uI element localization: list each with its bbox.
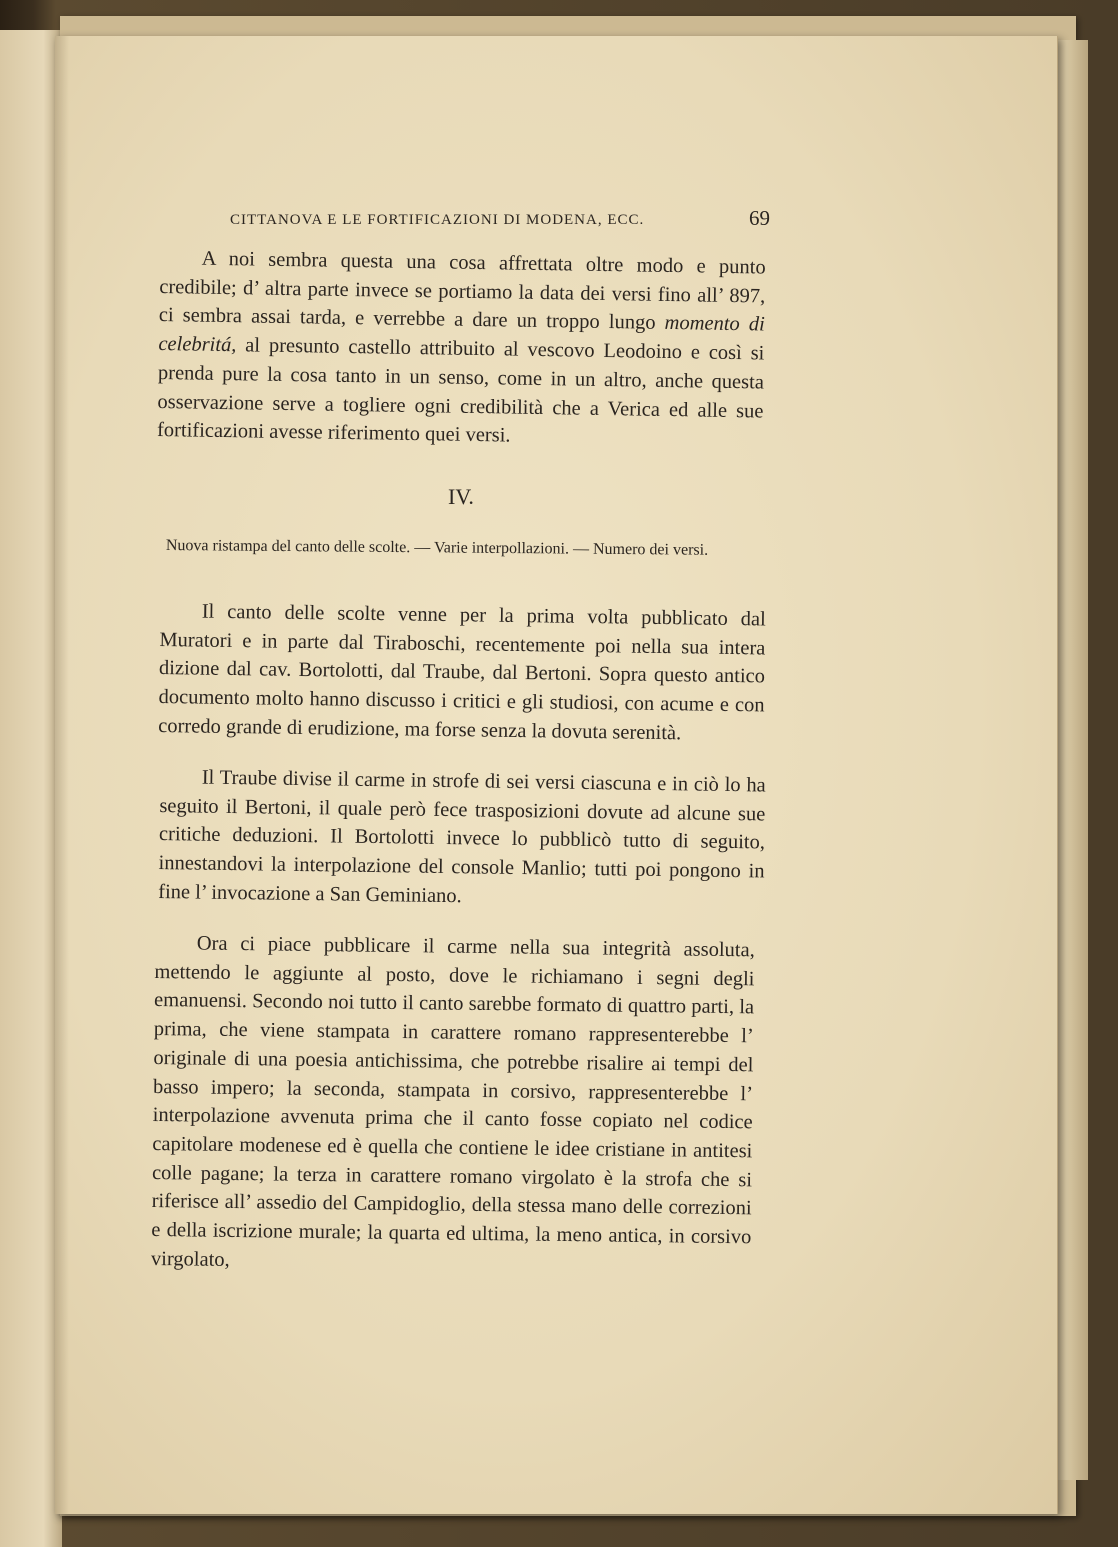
page-number: 69 bbox=[749, 206, 770, 230]
paragraph-1 bbox=[157, 244, 766, 454]
section-number: IV. bbox=[448, 484, 474, 509]
running-header bbox=[230, 206, 770, 230]
gutter-shadow bbox=[55, 36, 69, 1514]
indent bbox=[160, 783, 202, 784]
indent bbox=[155, 949, 197, 950]
paragraph-4-text: Ora ci piace pubblicare il carme nella sua integrità assoluta, mettendo le aggiunte al posto, dove le richiamano i segni degli emanuensi. Secondo noi tutto il canto sarebbe formato di quattro parti, la prima, che viene stampata in carattere romano rappresenterebbe l’ originale di una poesia antichissima, che potrebbe risalire ai tempi del basso impero; la seconda, stampata in corsivo, rappresenterebbe l’ interpolazione avvenuta prima che il canto fosse copiato nel codice capitolare modenese ed è quella che contiene le idee cristiane in antitesi colle pagane; la terza in carattere romano virgolato è la strofa che si riferisce all’ assedio del Campidoglio, della stessa mano delle correzioni e della iscrizione murale; la quarta ed ultima, la meno antica, in corsivo virgolato, bbox=[150, 932, 755, 1271]
indent bbox=[160, 617, 202, 618]
paragraph-1-text-a: A noi sembra questa una cosa affrettata oltre modo e punto credibile; d’ altra parte invece se portiamo la data dei versi fino all’ 897, ci sembra assai tarda, e verrebbe a dare un troppo lungo bbox=[158, 247, 766, 335]
paragraph-2-text: Il canto delle scolte venne per la prima volta pubblicato dal Muratori e in parte dal Tiraboschi, recentemente poi nella sua intera dizione dal cav. Bortolotti, dal Traube, dal Bertoni. Sopra questo antico documento molto hanno discusso i critici e gli studiosi, con acume e con corredo grande di erudizione, ma forse senza la dovuta serenità. bbox=[158, 600, 766, 745]
paragraph-2 bbox=[158, 597, 766, 749]
indent bbox=[160, 264, 202, 265]
paragraph-3 bbox=[158, 763, 766, 915]
running-title: CITTANOVA E LE FORTIFICAZIONI DI MODENA, ECC. bbox=[230, 212, 645, 228]
section-summary: Nuova ristampa del canto delle scolte. — Varie interpollazioni. — Numero dei versi. bbox=[165, 536, 709, 559]
facing-page-edge bbox=[0, 30, 62, 1547]
paragraph-4 bbox=[151, 929, 755, 1281]
paragraph-1-italic: momento di celebritá, bbox=[158, 312, 765, 357]
paragraph-1-text-b: al presunto castello attribuito al vescovo Leodoino e così si prenda pure la cosa tanto in un senso, come in un altro, anche questa osservazione serve a togliere ogni credibilità che a Verica ed alle sue fortificazioni avesse riferimento quei versi. bbox=[156, 334, 765, 447]
paragraph-3-text: Il Traube divise il carme in strofe di sei versi ciascuna e in ciò lo ha seguito il Bertoni, il quale però fece trasposizioni dovute ad alcune sue critiche deduzioni. Il Bortolotti invece lo pubblicò tutto di seguito, innestandovi la interpolazione del console Manlio; tutti poi pongono in fine l’ invocazione a San Geminiano. bbox=[158, 766, 766, 908]
